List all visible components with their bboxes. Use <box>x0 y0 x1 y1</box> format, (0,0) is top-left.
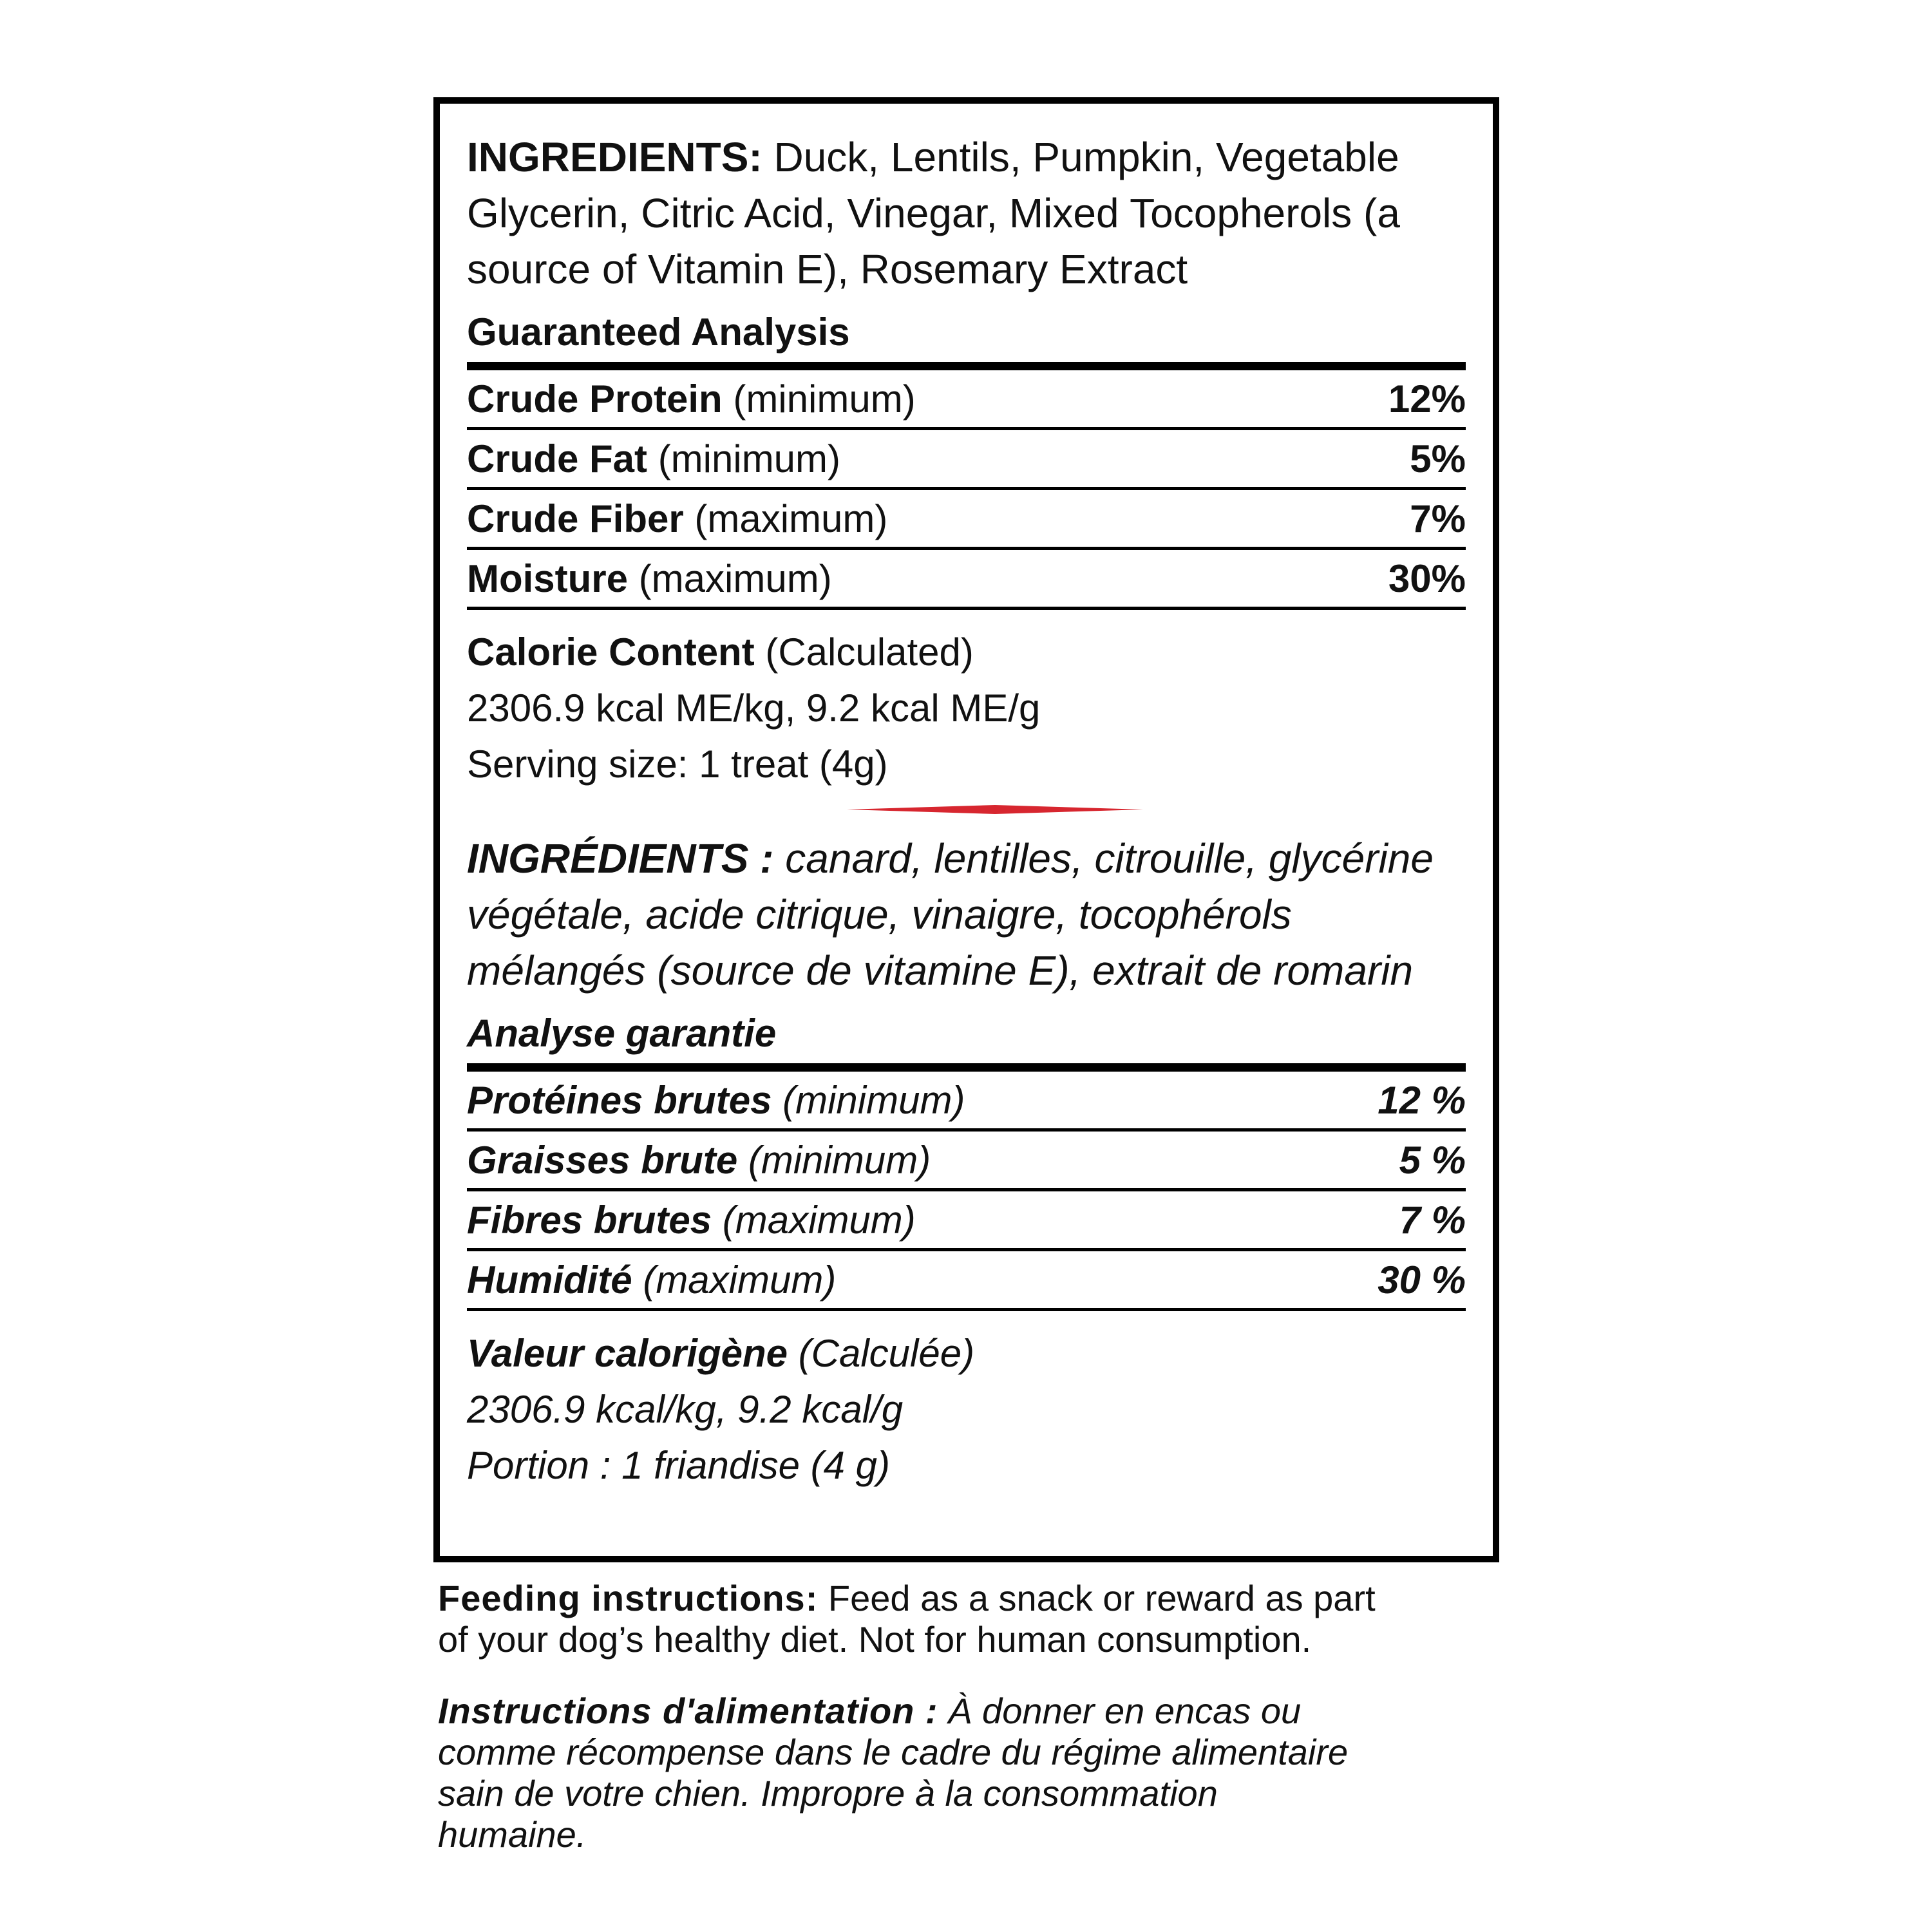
feeding-en-label: Feeding instructions: <box>438 1578 819 1618</box>
analysis-row <box>467 490 1466 550</box>
analysis-rule-en <box>467 362 1466 370</box>
nutrient-name: Graisses brute <box>467 1138 738 1182</box>
nutrient-name: Protéines brutes <box>467 1078 772 1122</box>
analysis-row <box>467 1132 1466 1191</box>
analysis-row <box>467 550 1466 610</box>
ingredients-en-label: INGREDIENTS: <box>467 134 762 180</box>
calorie-block-en <box>467 624 1466 792</box>
calorie-label-en: Calorie Content <box>467 630 755 674</box>
analysis-row <box>467 430 1466 490</box>
nutrient-qualifier: (minimum) <box>658 437 841 480</box>
analysis-row <box>467 1251 1466 1311</box>
nutrient-name: Fibres brutes <box>467 1198 712 1242</box>
feeding-instructions-fr <box>438 1690 1520 1855</box>
analysis-table-en <box>467 370 1466 610</box>
analysis-rule-fr <box>467 1063 1466 1072</box>
calorie-label-fr: Valeur calorigène <box>467 1332 788 1375</box>
nutrient-qualifier: (minimum) <box>782 1078 965 1122</box>
nutrition-label-box <box>433 97 1499 1562</box>
nutrient-value: 12 % <box>1378 1078 1466 1122</box>
feeding-en-line2: of your dog’s healthy diet. Not for human consumption. <box>438 1619 1312 1660</box>
nutrient-name: Crude Protein <box>467 377 723 421</box>
nutrient-qualifier: (maximum) <box>643 1258 837 1302</box>
analysis-table-fr <box>467 1072 1466 1311</box>
nutrient-name: Crude Fiber <box>467 497 684 540</box>
nutrient-qualifier: (minimum) <box>748 1138 931 1182</box>
serving-size-en: Serving size: 1 treat (4g) <box>467 743 888 786</box>
nutrient-qualifier: (maximum) <box>638 556 832 600</box>
nutrient-name: Crude Fat <box>467 437 648 480</box>
english-section <box>467 104 1466 792</box>
feeding-en-line1: Feed as a snack or reward as part <box>828 1578 1376 1618</box>
nutrient-qualifier: (maximum) <box>694 497 888 540</box>
nutrient-qualifier: (maximum) <box>722 1198 916 1242</box>
feeding-fr-line3: sain de votre chien. Impropre à la consommation <box>438 1773 1218 1814</box>
nutrient-value: 7% <box>1410 497 1466 540</box>
nutrient-value: 7 % <box>1399 1198 1466 1242</box>
analysis-row <box>467 1072 1466 1132</box>
analysis-row <box>467 370 1466 430</box>
calorie-value-en: 2306.9 kcal ME/kg, 9.2 kcal ME/g <box>467 687 1041 730</box>
feeding-fr-line2: comme récompense dans le cadre du régime alimentaire <box>438 1732 1349 1772</box>
nutrient-value: 30 % <box>1378 1258 1466 1302</box>
calorie-value-fr: 2306.9 kcal/kg, 9.2 kcal/g <box>467 1388 904 1431</box>
analysis-title-en: Guaranteed Analysis <box>467 310 850 354</box>
french-section <box>467 792 1466 1493</box>
feeding-fr-line1: À donner en encas ou <box>948 1690 1302 1731</box>
analysis-row <box>467 1191 1466 1251</box>
feeding-instructions-en <box>438 1578 1520 1660</box>
ingredients-en-line2: Glycerin, Citric Acid, Vinegar, Mixed Tocopherols (a <box>467 190 1400 236</box>
ingredients-en-line3: source of Vitamin E), Rosemary Extract <box>467 246 1188 292</box>
calorie-qualifier-en: (Calculated) <box>765 630 974 674</box>
ingredients-fr <box>467 831 1466 999</box>
ingredients-fr-line2: végétale, acide citrique, vinaigre, tocophérols <box>467 891 1292 938</box>
nutrient-value: 5% <box>1410 437 1466 480</box>
feeding-fr-label: Instructions d'alimentation : <box>438 1690 938 1731</box>
analysis-title-fr: Analyse garantie <box>467 1012 777 1055</box>
calorie-block-fr <box>467 1325 1466 1493</box>
ingredients-en-line1: Duck, Lentils, Pumpkin, Vegetable <box>773 134 1399 180</box>
nutrient-name: Moisture <box>467 556 629 600</box>
calorie-qualifier-fr: (Calculée) <box>798 1332 975 1375</box>
nutrient-value: 12% <box>1388 377 1466 421</box>
ingredients-en <box>467 129 1466 298</box>
ingredients-fr-label: INGRÉDIENTS : <box>467 835 774 882</box>
feeding-fr-line4: humaine. <box>438 1814 587 1855</box>
nutrient-name: Humidité <box>467 1258 632 1302</box>
ingredients-fr-line3: mélangés (source de vitamine E), extrait de romarin <box>467 947 1414 994</box>
serving-size-fr: Portion : 1 friandise (4 g) <box>467 1444 890 1487</box>
nutrient-value: 30% <box>1388 556 1466 600</box>
ingredients-fr-line1: canard, lentilles, citrouille, glycérine <box>785 835 1434 882</box>
nutrient-qualifier: (minimum) <box>733 377 916 421</box>
nutrient-value: 5 % <box>1399 1138 1466 1182</box>
